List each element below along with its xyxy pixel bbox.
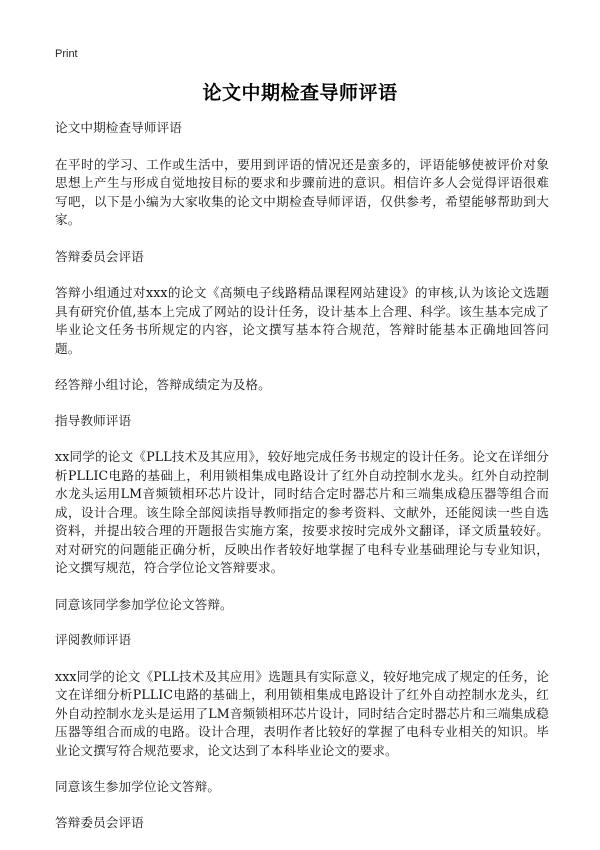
advisor-result: 同意该同学参加学位论文答辩。 (55, 596, 233, 612)
committee-result: 经答辩小组讨论，答辩成绩定为及格。 (55, 377, 271, 392)
section-heading-reviewer: 评阅教师评语 (55, 632, 132, 647)
section-heading-advisor: 指导教师评语 (55, 412, 132, 428)
advisor-paragraph: xx同学的论文《PLL技术及其应用》，较好地完成任务书规定的设计任务。论文在详细分析PLLIC电路的基础上，利用锁相集成电路设计了红外自动控制水龙头。红外自动控制水龙头运用LM音频锁相环芯片设计，同时结合定时器芯片和三端集成稳压器等组合而成，设计合理。该生除全部阅读指导教师指定的参考资料、文献外，还能阅读一些自选资料，并提出较合理的开题报告实施方案，按要求按时完成外文翻译，译文质量较好。对对研究的问题能正确分析，反映出作者较好地掌握了电科专业基础理论与专业知识，论文撰写规范，符合学位论文答辩要求。 (55, 449, 549, 575)
document-body (55, 119, 549, 850)
page-title: 论文中期检查导师评语 (202, 82, 398, 104)
section-heading-committee: 答辩委员会评语 (55, 248, 144, 264)
reviewer-paragraph: xxx同学的论文《PLL技术及其应用》选题具有实际意义，较好地完成了规定的任务，论文在详细分析PLLIC电路的基础上，利用锁相集成电路设计了红外自动控制水龙头，红外自动控制水龙头是运用了LM音频锁相环芯片设计，同时结合定时器芯片和三端集成稳压器等组合而成的电路。设计合理，表明作者比较好的掌握了电科专业相关的知识。毕业论文撰写符合规范要求，论文达到了本科毕业论文的要求。 (55, 668, 549, 758)
committee-paragraph: 答辩小组通过对xxx的论文《高频电子线路精品课程网站建设》的审核,认为该论文选题具有研究价值,基本上完成了网站的设计任务，设计基本上合理、科学。该生基本完成了毕业论文任务书所规定的内容，论文撰写基本符合规范，答辩时能基本正确地回答问题。 (55, 285, 549, 356)
print-label[interactable]: Print (55, 48, 78, 60)
intro-paragraph: 在平时的学习、工作或生活中，要用到评语的情况还是蛮多的，评语能够使被评价对象思想上产生与形成自觉地按目标的要求和步骤前进的意识。相信许多人会觉得评语很难写吧，以下是小编为大家收集的论文中期检查导师评语，仅供参考，希望能够帮助到大家。 (55, 156, 549, 227)
reviewer-result: 同意该生参加学位论文答辩。 (55, 779, 221, 794)
section-heading-committee-2: 答辩委员会评语 (55, 814, 144, 830)
section-heading-main: 论文中期检查导师评语 (55, 120, 182, 135)
